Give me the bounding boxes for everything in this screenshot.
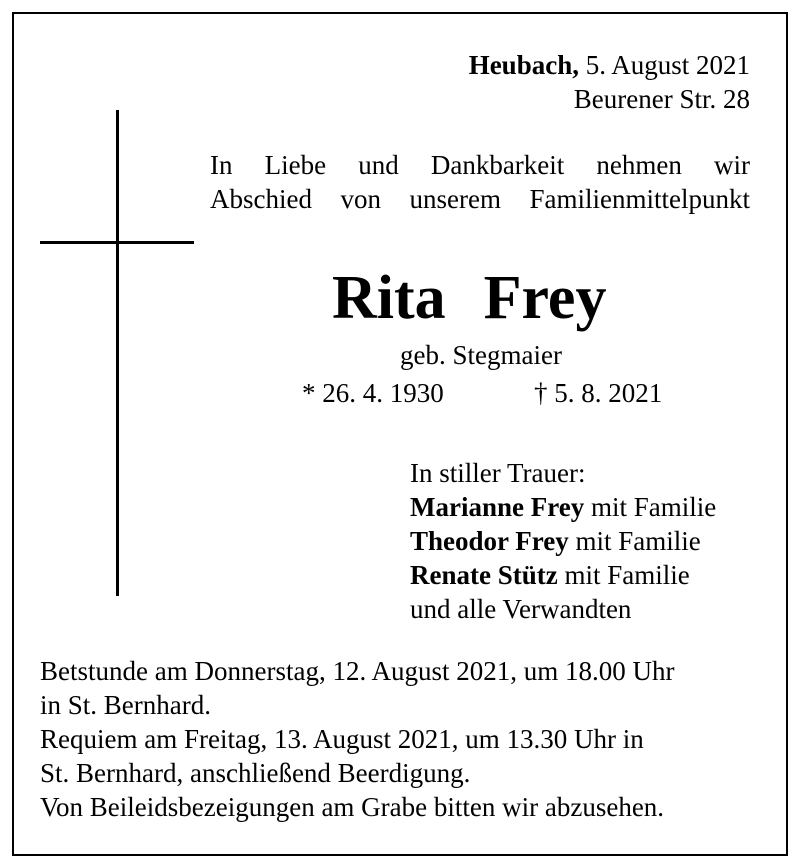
mourner-row — [410, 490, 716, 524]
mourner-suffix: mit Familie — [590, 492, 717, 522]
mourner-name: Theodor Frey — [410, 526, 569, 556]
service-line-2: in St. Bernhard. — [40, 690, 211, 720]
mourners-intro: In stiller Trauer: — [410, 458, 586, 488]
mourners-closing: und alle Verwandten — [410, 594, 632, 624]
mourners-block — [410, 456, 716, 626]
deceased-last-name: Frey — [483, 264, 607, 332]
service-line-1: Betstunde am Donnerstag, 12. August 2021, um 18.00 Uhr — [40, 656, 675, 686]
mourner-row — [410, 524, 716, 558]
intro-text — [210, 148, 750, 216]
maiden-name: geb. Stegmaier — [400, 340, 562, 370]
service-info — [40, 654, 756, 824]
service-line-5: Von Beileidsbezeigungen am Grabe bitten wir abzusehen. — [40, 792, 665, 822]
mourner-name: Renate Stütz — [410, 560, 558, 590]
place-name: Heubach, — [468, 50, 579, 80]
service-line-4: St. Bernhard, anschließend Beerdigung. — [40, 758, 471, 788]
cross-icon-vertical — [116, 110, 119, 596]
place-date-line — [469, 48, 750, 82]
mourner-row — [410, 558, 716, 592]
mourner-suffix: mit Familie — [575, 526, 701, 556]
deceased-name — [332, 262, 606, 334]
place-and-address — [469, 48, 750, 116]
death-date: † 5. 8. 2021 — [534, 378, 663, 408]
mourner-suffix: mit Familie — [564, 560, 690, 590]
deceased-first-name: Rita — [332, 264, 446, 332]
intro-line-1: In Liebe und Dankbarkeit nehmen wir — [210, 150, 750, 180]
intro-line-2: Abschied von unserem Familienmittelpunkt — [210, 184, 750, 214]
cross-icon-horizontal — [40, 241, 194, 244]
notice-date: 5. August 2021 — [585, 50, 750, 80]
obituary-notice — [12, 12, 788, 856]
mourner-name: Marianne Frey — [410, 492, 585, 522]
service-line-3: Requiem am Freitag, 13. August 2021, um 13.30 Uhr in — [40, 724, 644, 754]
birth-date: * 26. 4. 1930 — [302, 378, 444, 408]
street-address: Beurener Str. 28 — [573, 84, 750, 114]
